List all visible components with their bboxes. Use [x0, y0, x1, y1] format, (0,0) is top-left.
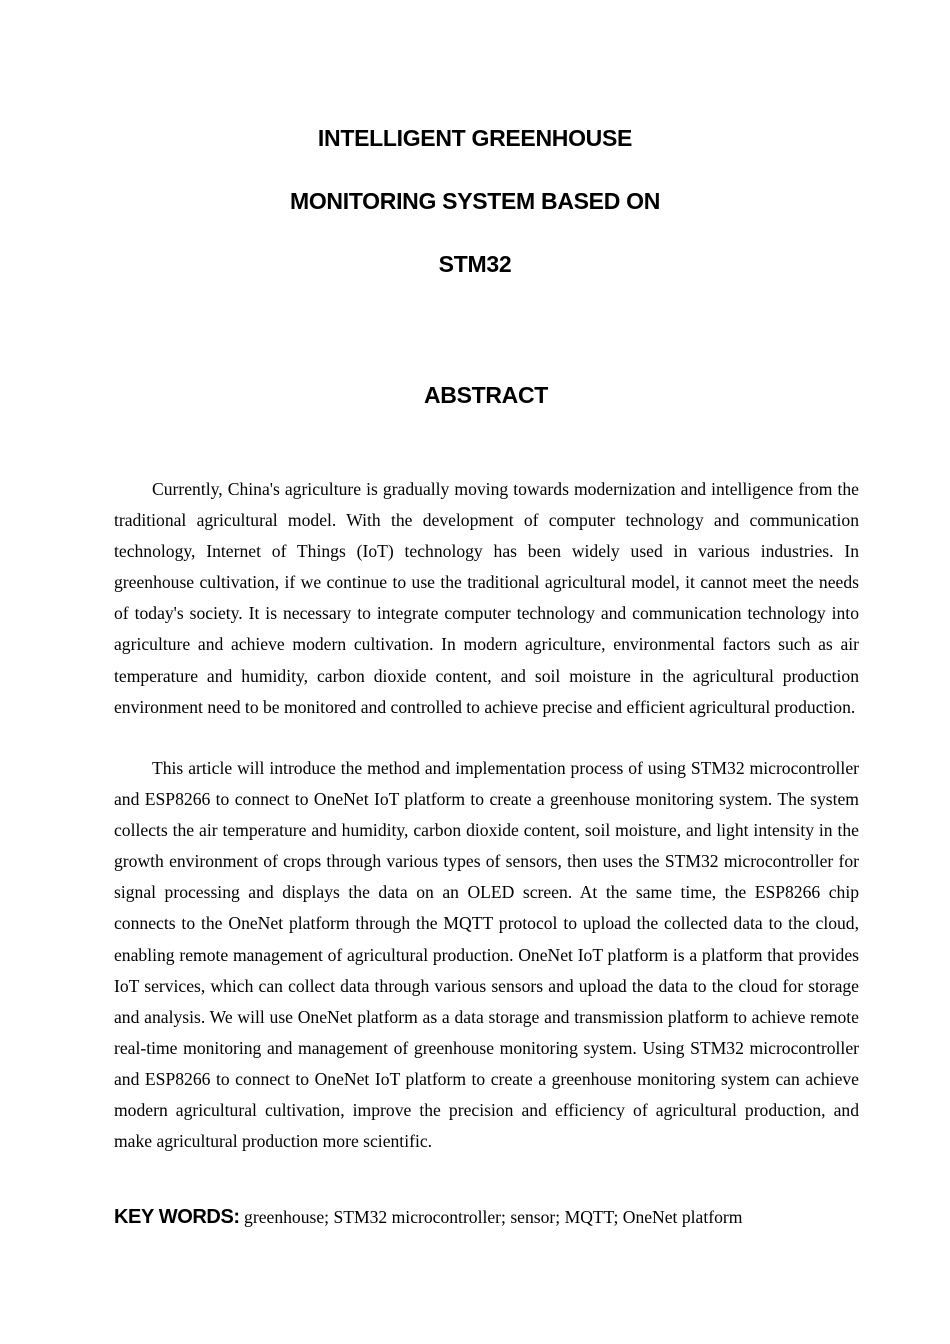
- title-line-2: MONITORING SYSTEM BASED ON: [289, 188, 661, 214]
- abstract-paragraph-2: This article will introduce the method and implementation process of using STM32 microcontroller and ESP8266 to connect to OneNet IoT platform to create a greenhouse monitoring system. The system collects the air temperature and humidity, carbon dioxide content, soil moisture, and light intensity in the growth environment of crops through various types of sensors, then uses the STM32 microcontroller for signal processing and displays the data on an OLED screen. At the same time, the ESP8266 chip connects to the OneNet platform through the MQTT protocol to upload the collected data to the cloud, enabling remote management of agricultural production. OneNet IoT platform is a platform that provides IoT services, which can collect data through various sensors and upload the data to the cloud for storage and analysis. We will use OneNet platform as a data storage and transmission platform to achieve remote real-time monitoring and management of greenhouse monitoring system. Using STM32 microcontroller and ESP8266 to connect to OneNet IoT platform to create a greenhouse monitoring system can achieve modern agricultural cultivation, improve the precision and efficiency of agricultural production, and make agricultural production more scientific.: [114, 758, 859, 1152]
- abstract-paragraph-1: Currently, China's agriculture is gradually moving towards modernization and intelligence from the traditional agricultural model. With the development of computer technology and communication technology, Internet of Things (IoT) technology has been widely used in various industries. In greenhouse cultivation, if we continue to use the traditional agricultural model, it cannot meet the needs of today's society. It is necessary to integrate computer technology and communication technology into agriculture and achieve modern cultivation. In modern agriculture, environmental factors such as air temperature and humidity, carbon dioxide content, and soil moisture in the agricultural production environment need to be monitored and controlled to achieve precise and efficient agricultural production.: [114, 479, 859, 717]
- abstract-heading: ABSTRACT: [423, 382, 549, 408]
- keywords-text: greenhouse; STM32 microcontroller; sensor; MQTT; OneNet platform: [244, 1207, 743, 1227]
- keywords-label: KEY WORDS:: [114, 1206, 240, 1228]
- title-line-1: INTELLIGENT GREENHOUSE: [317, 125, 633, 151]
- title-line-3: STM32: [438, 251, 512, 277]
- keywords-line: [114, 1202, 874, 1232]
